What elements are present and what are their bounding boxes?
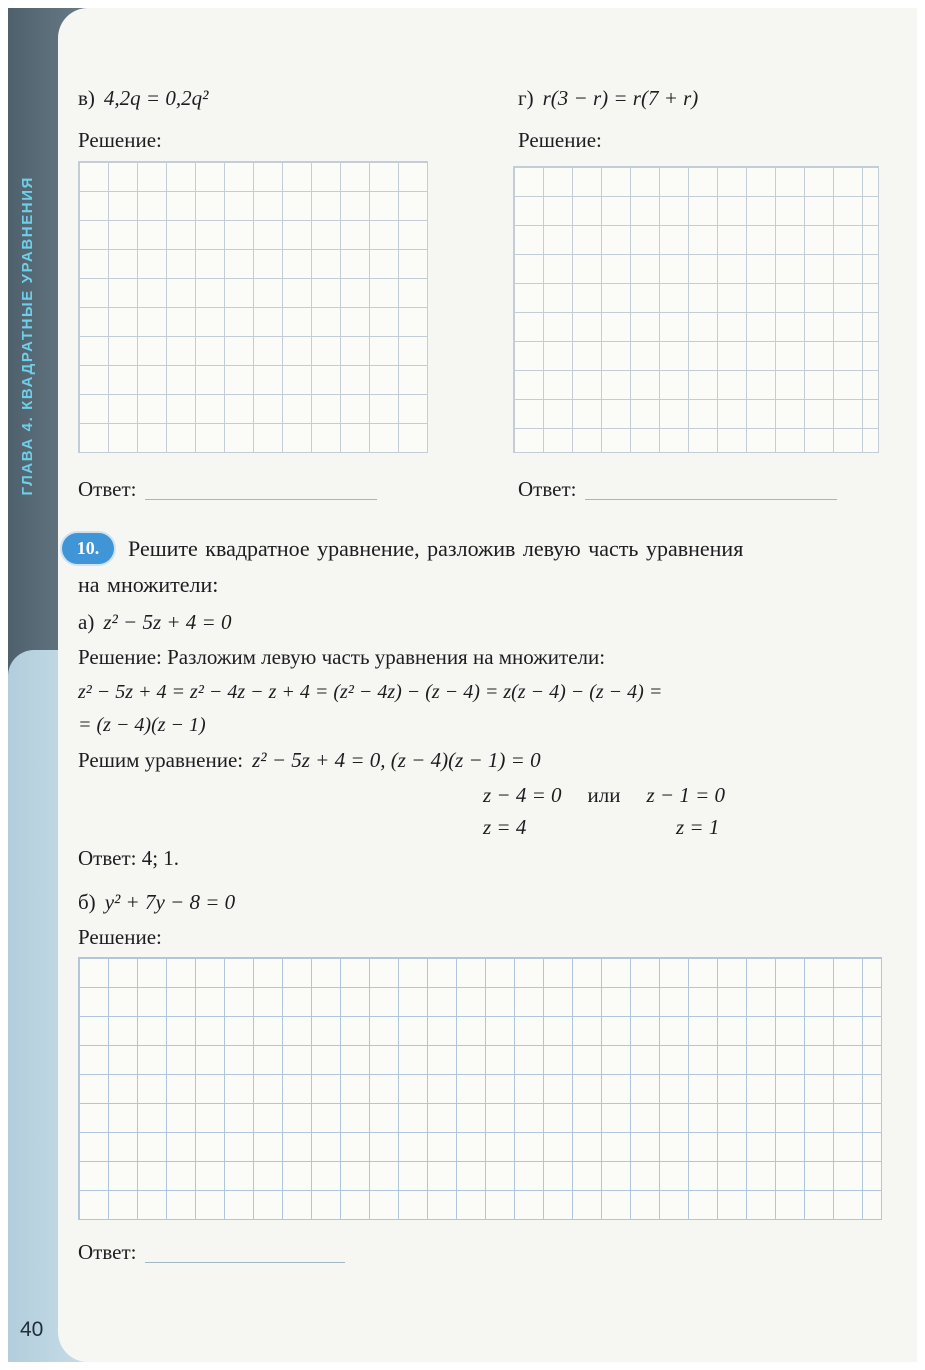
- part-a-work-line2: = (z − 4)(z − 1): [78, 714, 206, 736]
- problem-g-answer-label: Ответ:: [518, 477, 577, 501]
- task-text-line1: Решите квадратное уравнение, разложив левую часть уравнения: [128, 536, 744, 561]
- solution-grid-b[interactable]: [78, 957, 882, 1220]
- problem-v-answer-blank[interactable]: [145, 483, 377, 500]
- part-a-equation: z² − 5z + 4 = 0: [103, 610, 232, 634]
- page-number: 40: [20, 1318, 44, 1341]
- chapter-title: ГЛАВА 4. КВАДРАТНЫЕ УРАВНЕНИЯ: [19, 176, 36, 496]
- problem-g-solution-label: Решение:: [518, 128, 602, 152]
- problem-v-answer-label: Ответ:: [78, 477, 137, 501]
- part-b-equation: y² + 7y − 8 = 0: [104, 890, 236, 914]
- part-a-result-right: z = 1: [676, 815, 720, 839]
- task-text-line2: на множители:: [78, 572, 219, 597]
- problem-g-heading: [518, 86, 698, 111]
- problem-v-heading: [78, 86, 208, 111]
- part-a-case-left: z − 4 = 0: [483, 783, 562, 807]
- part-a-answer: Ответ: 4; 1.: [78, 846, 180, 870]
- part-a-solve-math: z² − 5z + 4 = 0, (z − 4)(z − 1) = 0: [252, 748, 541, 772]
- part-a-case-or: или: [587, 783, 621, 807]
- part-a-heading: [78, 610, 231, 635]
- part-a-label: а): [78, 610, 95, 634]
- part-a-solution-text: Решение: Разложим левую часть уравнения на множители:: [78, 645, 606, 669]
- part-a-case-line: [483, 783, 725, 808]
- task-number-badge: 10.: [62, 533, 114, 564]
- problem-g-label: г): [518, 86, 534, 110]
- solution-grid-g[interactable]: [513, 166, 879, 453]
- part-a-solve-label: Решим уравнение:: [78, 748, 244, 772]
- solution-grid-v[interactable]: [78, 161, 428, 453]
- part-b-answer-blank[interactable]: [145, 1246, 345, 1263]
- part-b-solution-label: Решение:: [78, 925, 162, 949]
- part-b-answer-label: Ответ:: [78, 1240, 137, 1264]
- problem-g-answer-blank[interactable]: [585, 483, 837, 500]
- part-b-answer-row: [78, 1240, 345, 1265]
- part-a-result-left: z = 4: [483, 815, 527, 839]
- part-b-label: б): [78, 890, 96, 914]
- part-a-solve-line: [78, 748, 541, 773]
- problem-v-label: в): [78, 86, 95, 110]
- problem-g-answer-row: [518, 477, 837, 502]
- problem-g-equation: r(3 − r) = r(7 + r): [542, 86, 699, 110]
- problem-v-solution-label: Решение:: [78, 128, 162, 152]
- part-a-work-line1: z² − 5z + 4 = z² − 4z − z + 4 = (z² − 4z) − (z − 4) = z(z − 4) − (z − 4) =: [78, 681, 663, 703]
- problem-v-equation: 4,2q = 0,2q²: [103, 86, 209, 110]
- part-b-heading: [78, 890, 235, 915]
- problem-v-answer-row: [78, 477, 377, 502]
- part-a-case-right: z − 1 = 0: [646, 783, 725, 807]
